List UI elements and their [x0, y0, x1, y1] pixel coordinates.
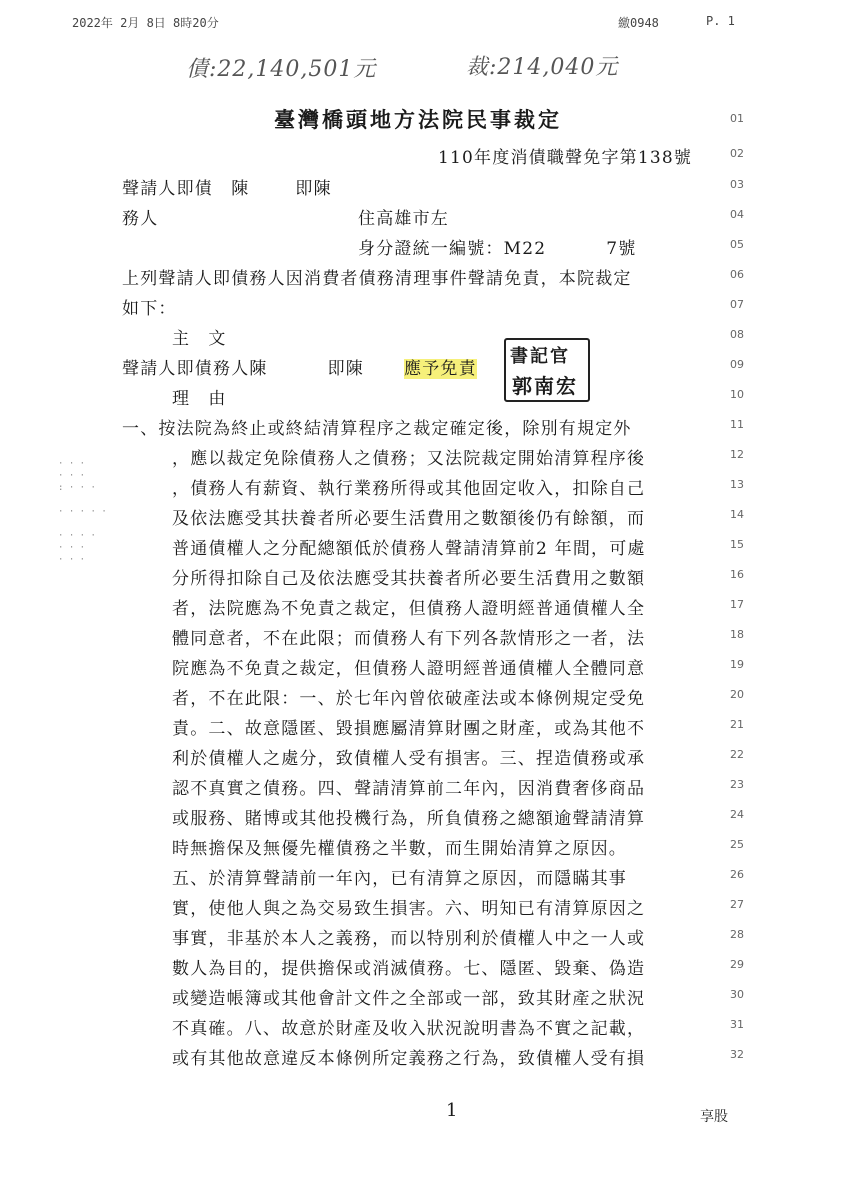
- line-number: 23: [730, 778, 744, 791]
- body-line-7: 者，法院應為不免責之裁定，但債務人證明經普通債權人全: [172, 599, 646, 619]
- seal-title: 書記官: [510, 346, 570, 367]
- line-number: 04: [730, 208, 744, 221]
- ruling-alias: 即陳: [327, 359, 365, 379]
- body-line-2: ，應以裁定免除債務人之債務；又法院裁定開始清算程序後: [172, 449, 646, 469]
- body-line-17: 實，使他人與之為交易致生損害。六、明知已有清算原因之: [172, 899, 646, 919]
- address-line: [358, 204, 449, 229]
- handwritten-debt: 債:22,140,501元: [186, 57, 377, 82]
- line-number: 11: [730, 418, 744, 431]
- line-number: 05: [730, 238, 744, 251]
- main-ruling-line: [122, 354, 477, 379]
- body-line-8: 體同意者，不在此限；而債務人有下列各款情形之一者，法: [172, 629, 646, 649]
- body-line-22: 或有其他故意違反本條例所定義務之行為，致債權人受有損: [172, 1049, 646, 1069]
- line-number: 07: [730, 298, 744, 311]
- section-heading-reason: 理 由: [172, 389, 227, 409]
- body-line-6: 分所得扣除自己及依法應受其扶養者所必要生活費用之數額: [172, 569, 646, 589]
- section-heading-main: 主 文: [172, 329, 227, 349]
- line-number: 16: [730, 568, 744, 581]
- redaction-mask: [268, 362, 328, 378]
- page-number: 1: [446, 1100, 458, 1121]
- id-number-line: [358, 234, 636, 259]
- fax-datetime: 2022年 2月 8日 8時20分: [72, 16, 219, 30]
- fax-id: 繳0948: [618, 16, 659, 30]
- line-number: 20: [730, 688, 744, 701]
- line-number: 28: [730, 928, 744, 941]
- line-number: 25: [730, 838, 744, 851]
- line-number: 29: [730, 958, 744, 971]
- body-line-15: 時無擔保及無優先權債務之半數，而生開始清算之原因。: [172, 839, 627, 859]
- line-number: 17: [730, 598, 744, 611]
- line-number: 18: [730, 628, 744, 641]
- seal-name: 郭南宏: [512, 374, 578, 398]
- applicant-label: 聲請人即債 陳: [122, 179, 250, 199]
- body-line-11: 責。二、故意隱匿、毀損應屬清算財團之財產，或為其他不: [172, 719, 646, 739]
- body-line-14: 或服務、賭博或其他投機行為，所負債務之總額逾聲請清算: [172, 809, 646, 829]
- line-number: 27: [730, 898, 744, 911]
- body-line-20: 或變造帳簿或其他會計文件之全部或一部，致其財產之狀況: [172, 989, 646, 1009]
- line-number: 12: [730, 448, 744, 461]
- handwritten-amount: 裁:214,040元: [466, 55, 619, 80]
- line-number: 13: [730, 478, 744, 491]
- line-number: 22: [730, 748, 744, 761]
- id-number-prefix: 身分證統一編號：M22: [358, 239, 547, 259]
- clerk-seal: [504, 338, 590, 402]
- line-number: 09: [730, 358, 744, 371]
- line-number: 08: [730, 328, 744, 341]
- alias-label: 即陳: [295, 179, 332, 199]
- applicant-line-2: 務人: [122, 209, 159, 229]
- redaction-mask: [364, 362, 404, 378]
- line-number: 02: [730, 147, 744, 160]
- ruling-highlight: 應予免責: [404, 359, 477, 379]
- case-number: 110年度消債職聲免字第138號: [438, 148, 693, 168]
- line-number: 03: [730, 178, 744, 191]
- fax-page: P. 1: [706, 14, 735, 28]
- body-line-21: 不真確。八、故意於財產及收入狀況說明書為不實之記載，: [172, 1019, 646, 1039]
- clerk-division: 享股: [700, 1109, 728, 1125]
- body-line-13: 認不真實之債務。四、聲請清算前二年內，因消費奢侈商品: [172, 779, 646, 799]
- body-line-1: 一、按法院為終止或終結清算程序之裁定確定後，除別有規定外: [122, 419, 632, 439]
- body-line-12: 利於債權人之處分，致債權人受有損害。三、捏造債務或承: [172, 749, 646, 769]
- id-number-suffix: 7號: [606, 239, 637, 259]
- scan-noise: · · · · · · : · · · · · · · · · · · · · · · · · ·: [58, 459, 107, 565]
- body-line-18: 事實，非基於本人之義務，而以特別利於債權人中之一人或: [172, 929, 646, 949]
- body-line-4: 及依法應受其扶養者所必要生活費用之數額後仍有餘額，而: [172, 509, 646, 529]
- line-number: 24: [730, 808, 744, 821]
- line-number: 32: [730, 1048, 744, 1061]
- line-number: 10: [730, 388, 744, 401]
- line-number: 31: [730, 1018, 744, 1031]
- line-number: 06: [730, 268, 744, 281]
- body-line-3: ，債務人有薪資、執行業務所得或其他固定收入，扣除自己: [172, 479, 646, 499]
- body-line-16: 五、於清算聲請前一年內，已有清算之原因，而隱瞞其事: [172, 869, 627, 889]
- applicant-line-1: [122, 174, 332, 199]
- line-number: 14: [730, 508, 744, 521]
- body-line-10: 者，不在此限：一、於七年內曾依破產法或本條例規定受免: [172, 689, 646, 709]
- body-line-19: 數人為目的，提供擔保或消滅債務。七、隱匿、毀棄、偽造: [172, 959, 646, 979]
- line-number: 19: [730, 658, 744, 671]
- address-text: 住高雄市左: [358, 209, 449, 229]
- line-number: 30: [730, 988, 744, 1001]
- intro-line-2: 如下：: [122, 299, 177, 319]
- line-number: 01: [730, 112, 744, 125]
- line-number: 15: [730, 538, 744, 551]
- redaction-mask: [249, 182, 295, 198]
- document-title: 臺灣橋頭地方法院民事裁定: [274, 107, 562, 132]
- body-line-5: 普通債權人之分配總額低於債務人聲請清算前2 年間，可處: [172, 539, 646, 559]
- line-number: 26: [730, 868, 744, 881]
- intro-line-1: 上列聲請人即債務人因消費者債務清理事件聲請免責，本院裁定: [122, 269, 632, 289]
- body-line-9: 院應為不免責之裁定，但債務人證明經普通債權人全體同意: [172, 659, 646, 679]
- line-number: 21: [730, 718, 744, 731]
- ruling-applicant: 聲請人即債務人陳: [122, 359, 268, 379]
